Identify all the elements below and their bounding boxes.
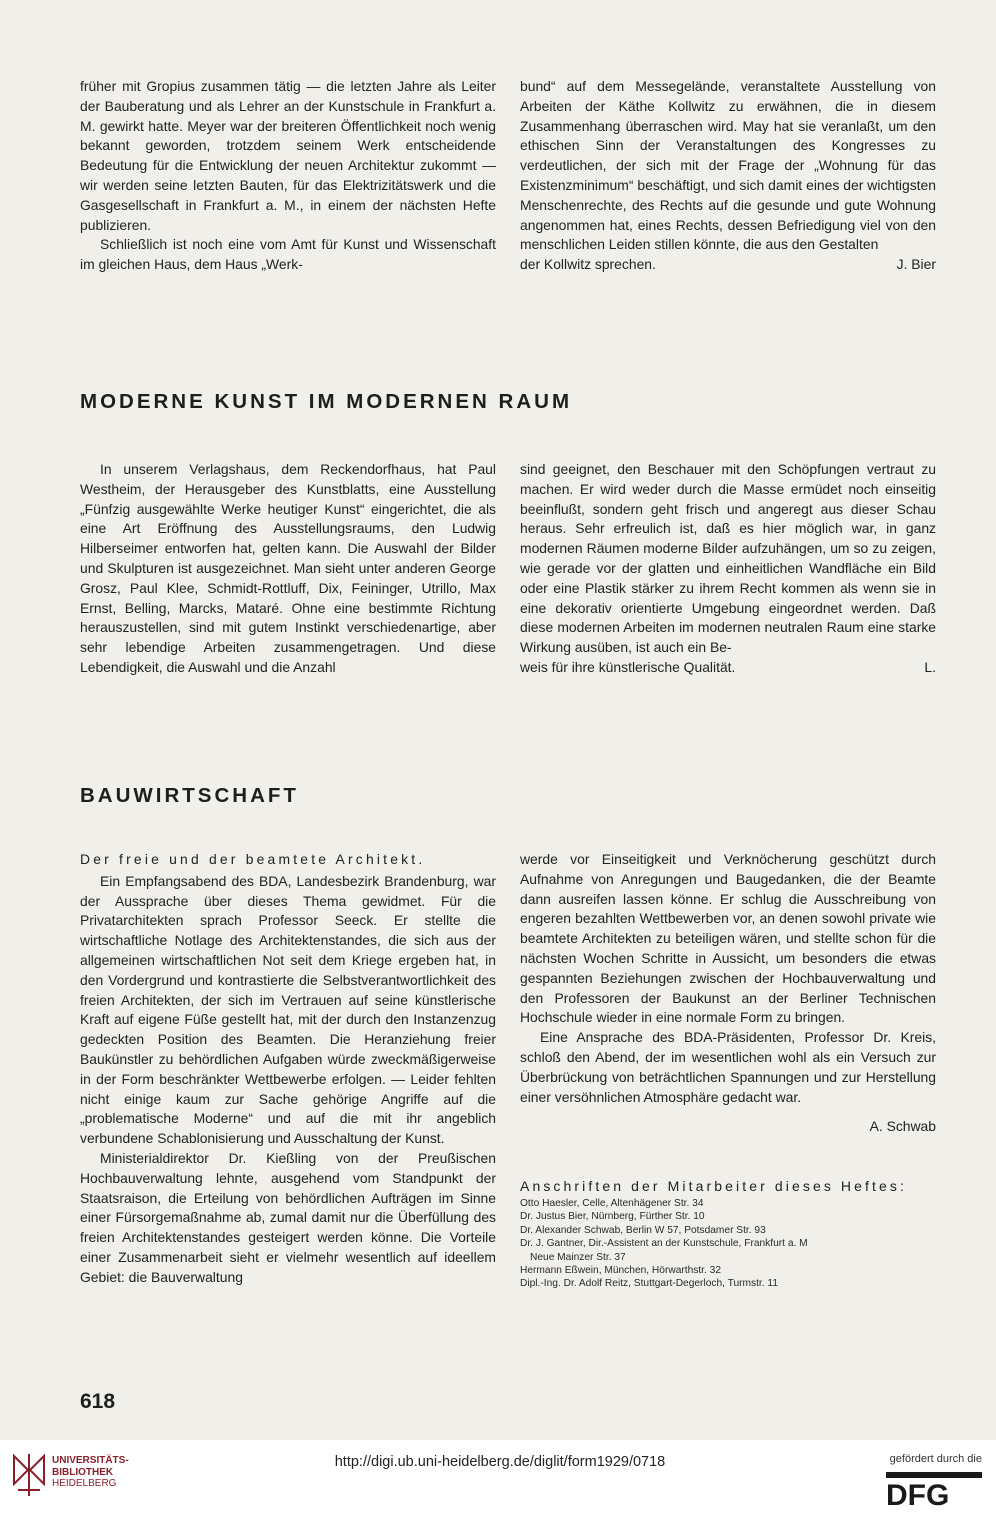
section1-right-column: [520, 460, 936, 678]
author-signature-l: L.: [924, 658, 936, 675]
section2-left-column: [80, 850, 496, 1288]
section2-right-paragraph-1: werde vor Einseitigkeit und Verknöcherung geschützt durch Aufnahme von Anregungen und Baugedanken, die der Beamte dann ausreifen lassen könne. Er schlug die Ausschreibung von engeren bezahlten Wettbewerben vor, an denen sowohl private wie beamtete Architekten zu beteiligen wären, und stellte schon für die nächsten Wochen Schritte in Aussicht, um besonders die etwas gespannten Beziehungen zwischen der Hochbauverwaltung und den Professoren der Baukunst an der Berliner Technischen Hochschule wieder in eine normale Form zu bringen.: [520, 851, 936, 1026]
top-right-paragraph: bund“ auf dem Messegelände, veranstaltete Ausstellung von Arbeiten der Käthe Kollwitz zu erwähnen, die in diesem Zusammenhang überraschen wird. May hat sie veranlaßt, um den ethischen Sinn der Veranstaltungen des Kongresses zu verdeutlichen, der sich mit der Frage der „Wohnung für das Existenzminimum“ beschäftigt, und sich damit eines der wichtigsten Menschenrechte, des Rechts auf die gesunde und gute Wohnung angenommen hat, eines Rechts, dessen Befriedigung viel von den menschlichen Leiden stillen könnte, die aus den Gestalten: [520, 78, 936, 253]
source-url-link[interactable]: http://digi.ub.uni-heidelberg.de/diglit/form1929/0718: [334, 1454, 666, 1470]
dfg-logo-text: DFG: [886, 1479, 950, 1506]
top-left-paragraph-1: früher mit Gropius zusammen tätig — die letzten Jahre als Leiter der Bauberatung und als Lehrer an der Kunstschule in Frankfurt a. M. gewirkt hatte. Meyer war der breiteren Öffentlichkeit noch wenig bekannt geworden, trotzdem seinem Werk entscheidende Bedeutung für die Entwicklung der neuen Architektur zukommt — wir werden seine letzten Bauten, für das Elektrizitätswerk und die Gasgesellschaft in Frankfurt a. M., in einem der nächsten Hefte publizieren.: [80, 78, 496, 233]
top-left-paragraph-2: Schließlich ist noch eine vom Amt für Kunst und Wissenschaft im gleichen Haus, dem Haus „Werk-: [80, 236, 496, 273]
section-heading-bauwirtschaft: BAUWIRTSCHAFT: [80, 784, 299, 807]
contributors-list: [520, 1197, 936, 1291]
section2-left-paragraph-1: Ein Empfangsabend des BDA, Landesbezirk Brandenburg, war der Aussprache über dieses Thema gewidmet. Für die Privatarchitekten sprach Professor Seeck. Er stellte die wirtschaftliche Notlage des Architektenstandes, die sich aus der allgemeinen wirtschaftlichen Not seit dem Kriege ergeben hat, in den Vordergrund und kontrastierte die Selbstverantwortlichkeit des freien Architekten, der sich im Vertrauen auf seine künstlerische Kraft auf eigene Füße gestellt hat, mit der durch den Instanzenzug gedeckten Position des Beamten. Die Heranziehung freier Baukünstler zu behördlichen Aufgaben würde zweckmäßigerweise in der Form beschränkter Wettbewerbe erfolgen. — Leider fehlten nicht einige kaum zur Sache gehörige Angriffe auf die „problematische Moderne“ und auf die mit ihr angeblich verbundene Schablonisierung und Ausschaltung der Kunst.: [80, 872, 496, 1147]
section1-right-paragraph: sind geeignet, den Beschauer mit den Schöpfungen vertraut zu machen. Er wird weder durch die Masse ermüdet noch einseitig beeinflußt, sondern geht frisch und angeregt aus dieser Schau heraus. Sehr erfreulich ist, daß es hier möglich war, in ganz modernen Räumen moderne Bilder aufzuhängen, um so zu zeigen, wie gerade vor der glatten und einheitlichen Wandfläche ein Bild oder eine Plastik stärker zu ihrem Recht kommen als wenn sie in eine dekorativ orientierte Umgebung eingeordnet werden. Daß diese modernen Arbeiten im modernen neutralen Raum eine starke Wirkung ausüben, ist auch ein Be-: [520, 461, 936, 656]
university-library-logo-icon: [10, 1450, 48, 1505]
author-signature-bier: J. Bier: [896, 256, 936, 273]
contributor-line: Otto Haesler, Celle, Altenhägener Str. 34: [520, 1197, 704, 1209]
library-line: UNIVERSITÄTS-: [52, 1455, 129, 1466]
contributor-line: Dr. J. Gantner, Dir.-Assistent an der Kunstschule, Frankfurt a. M: [520, 1238, 808, 1250]
page-number: 618: [80, 1390, 116, 1413]
library-line: HEIDELBERG: [52, 1478, 117, 1489]
section2-left-paragraph-2: Ministerialdirektor Dr. Kießling von der Preußischen Hochbauverwaltung lehnte, ausgehend vom Standpunkt der Staatsraison, die Erteilung von behördlichen Aufträgen im Sinne einer Fürsorgemaßnahme ab, zumal damit nur die Überfüllung des freien Architektenstandes gesteigert werden könne. Die Vorteile einer Zusammenarbeit sieht er vielmehr wesentlich auf ideellem Gebiet: die Bauverwaltung: [80, 1149, 496, 1285]
section-heading-moderne-kunst: MODERNE KUNST IM MODERNEN RAUM: [80, 390, 573, 413]
section1-signature-line: [520, 658, 936, 678]
contributor-line: Dr. Alexander Schwab, Berlin W 57, Potsdamer Str. 93: [520, 1224, 766, 1236]
contributor-line: Neue Mainzer Str. 37: [530, 1251, 626, 1263]
section1-last-line: weis für ihre künstlerische Qualität.: [520, 658, 736, 675]
section1-left-paragraph: In unserem Verlagshaus, dem Reckendorfhaus, hat Paul Westheim, der Herausgeber des Kunstblatts, eine Ausstellung „Fünfzig ausgewählte Werke heutiger Kunst“ eingerichtet, die als eine Art Eröffnung des Ausstellungsraums, den Ludwig Hilberseimer entworfen hat, gelten kann. Die Auswahl der Bilder und Skulpturen ist ausgezeichnet. Man sieht unter anderen George Grosz, Paul Klee, Schmidt-Rottluff, Dix, Feininger, Utrillo, Max Ernst, Belling, Marcks, Mataré. Ohne eine bestimmte Richtung herauszustellen, sind mit gutem Instinkt verschiedenartige, aber sehr lebendige Arbeiten zusammengetragen. Und diese Lebendigkeit, die Auswahl und die Anzahl: [80, 461, 496, 675]
section2-right-paragraph-2: Eine Ansprache des BDA-Präsidenten, Professor Dr. Kreis, schloß den Abend, der im wesentlichen wohl als ein Versuch zur Überbrückung von beträchtlichen Spannungen und zur Herstellung einer versöhnlichen Atmosphäre gedacht war.: [520, 1029, 936, 1105]
top-right-column: [520, 77, 936, 275]
dfg-logo-icon: [886, 1472, 982, 1511]
contributor-line: Dr. Justus Bier, Nürnberg, Fürther Str. 10: [520, 1211, 705, 1223]
section1-left-column: [80, 460, 496, 678]
author-signature-schwab: A. Schwab: [869, 1118, 936, 1135]
contributor-line: Dipl.-Ing. Dr. Adolf Reitz, Stuttgart-Degerloch, Turmstr. 11: [520, 1278, 778, 1290]
digitization-footer: [0, 1440, 996, 1517]
top-right-last-line: der Kollwitz sprechen.: [520, 256, 656, 273]
contributors-title: Anschriften der Mitarbeiter dieses Heftes:: [520, 1178, 907, 1195]
library-line: BIBLIOTHEK: [52, 1466, 114, 1478]
contributor-line: Hermann Eßwein, München, Hörwarthstr. 32: [520, 1264, 722, 1276]
section2-subheading: Der freie und der beamtete Architekt.: [80, 851, 426, 867]
funding-note: gefördert durch die: [889, 1453, 982, 1465]
section2-right-column: [520, 850, 936, 1291]
top-right-signature-line: [520, 255, 936, 275]
university-library-name: [52, 1455, 129, 1490]
top-left-column: [80, 77, 496, 275]
